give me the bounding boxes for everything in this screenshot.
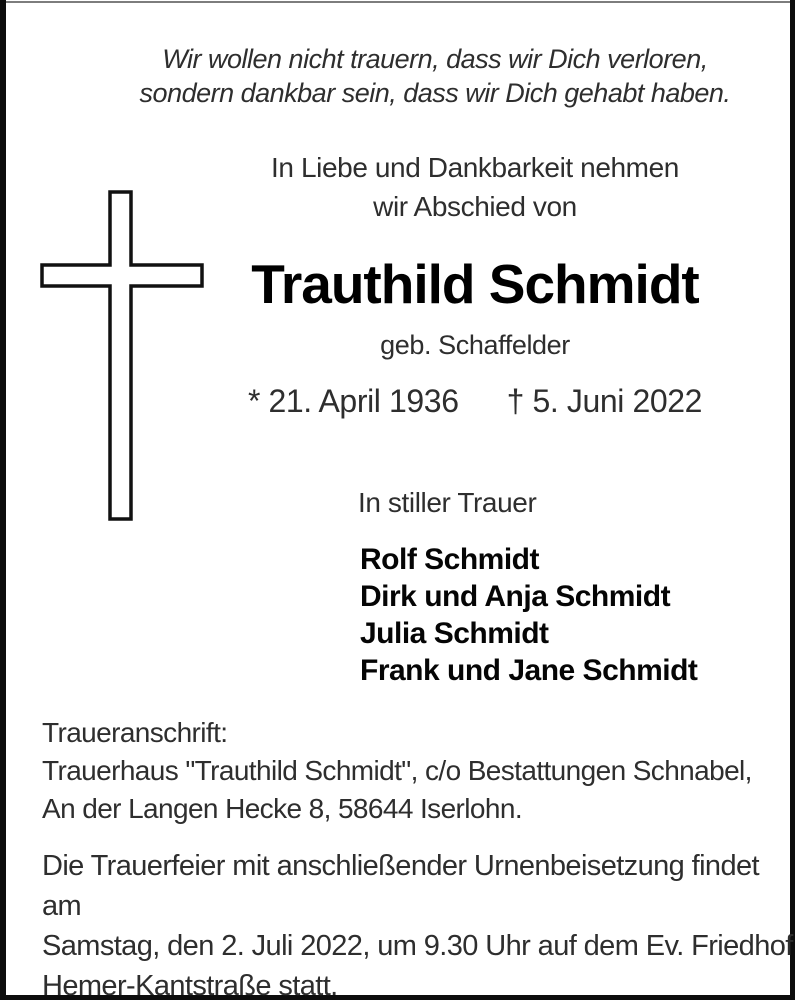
death-date: † 5. Juni 2022 xyxy=(506,383,703,419)
mourner-name: Dirk und Anja Schmidt xyxy=(360,580,671,613)
maiden-name: geb. Schaffelder xyxy=(380,330,570,360)
mourning-address xyxy=(42,714,752,828)
address-line-1: Trauerhaus "Trauthild Schmidt", c/o Bestattungen Schnabel, xyxy=(42,755,752,786)
clipping-border-top xyxy=(0,1,795,3)
epigraph-line-1: Wir wollen nicht trauern, dass wir Dich verloren, xyxy=(162,44,708,74)
birth-date: * 21. April 1936 xyxy=(247,383,459,419)
mourners-list xyxy=(360,541,697,689)
mourner-name: Rolf Schmidt xyxy=(360,543,539,576)
farewell-intro xyxy=(155,148,795,226)
epigraph xyxy=(75,42,795,110)
mourner-name: Frank und Jane Schmidt xyxy=(360,654,698,687)
funeral-line-3: Hemer-Kantstraße statt. xyxy=(42,970,338,1002)
epigraph-line-2: sondern dankbar sein, dass wir Dich gehabt haben. xyxy=(139,78,731,108)
address-line-2: An der Langen Hecke 8, 58644 Iserlohn. xyxy=(42,793,522,824)
address-label: Traueranschrift: xyxy=(42,717,228,748)
funeral-line-1: Die Trauerfeier mit anschließender Urnenbeisetzung findet am xyxy=(42,850,759,922)
deceased-name: Trauthild Schmidt xyxy=(251,253,699,315)
clipping-border-left xyxy=(0,0,6,1000)
intro-line-1: In Liebe und Dankbarkeit nehmen xyxy=(271,152,679,183)
funeral-line-2: Samstag, den 2. Juli 2022, um 9.30 Uhr auf dem Ev. Friedhof xyxy=(42,930,793,962)
mourner-name: Julia Schmidt xyxy=(360,617,549,650)
intro-line-2: wir Abschied von xyxy=(373,191,577,222)
funeral-details xyxy=(42,846,795,1006)
mourning-heading: In stiller Trauer xyxy=(358,487,537,518)
life-dates xyxy=(155,383,795,420)
